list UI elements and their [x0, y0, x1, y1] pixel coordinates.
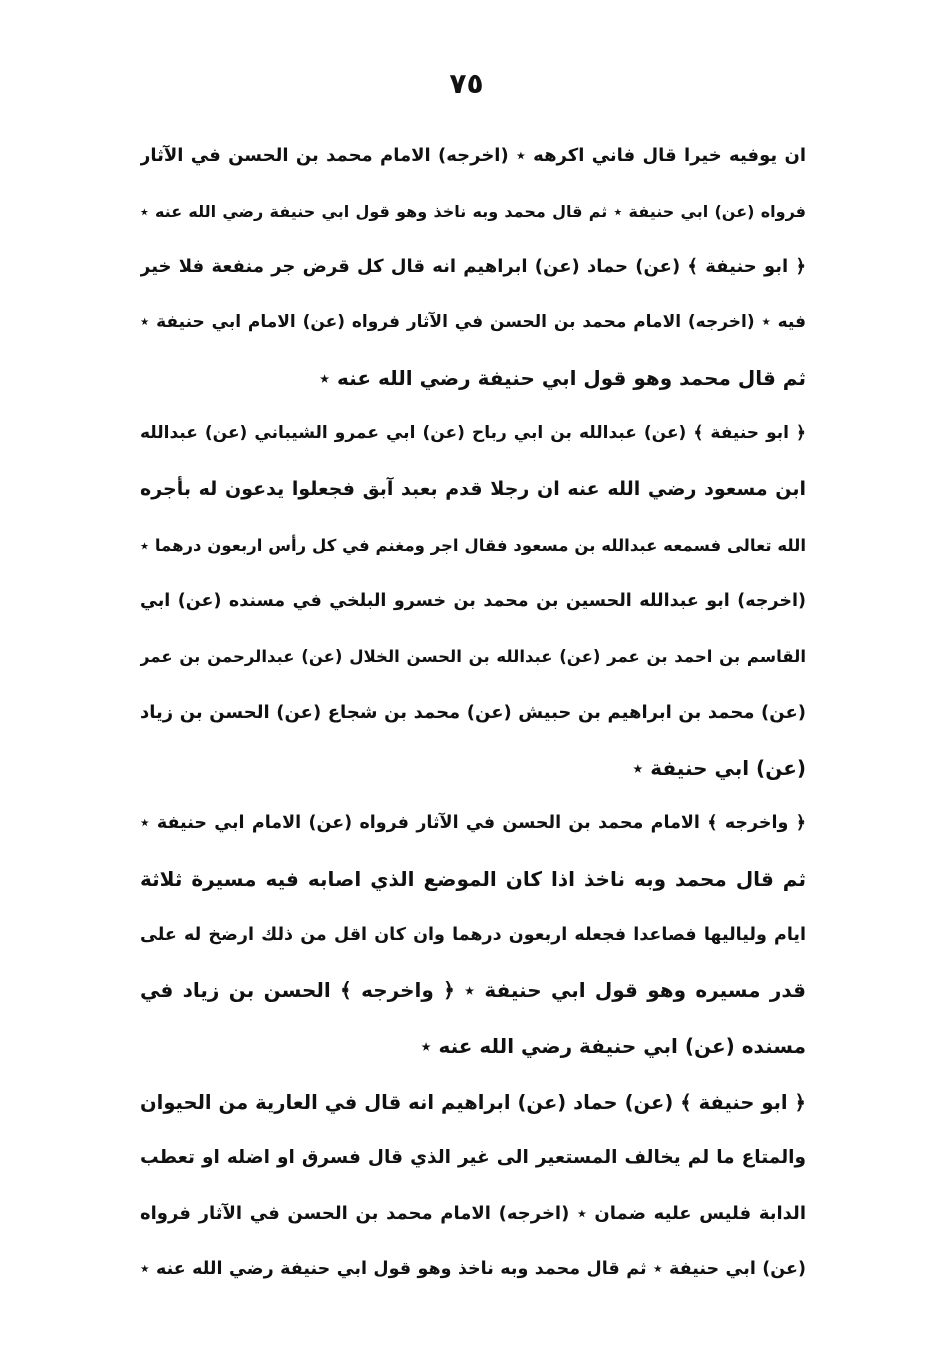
text-line: ان يوفيه خيرا قال فاني اكرهه ٭ (اخرجه) الامام محمد بن الحسن في الآثار [140, 145, 806, 166]
text-line: فرواه (عن) ابي حنيفة ٭ ثم قال محمد وبه ناخذ وهو قول ابي حنيفة رضي الله عنه ٭ [140, 201, 806, 221]
text-line: قدر مسيره وهو قول ابي حنيفة ٭ ﴿ واخرجه ﴾ الحسن بن زياد في [140, 978, 806, 1003]
text-line: فيه ٭ (اخرجه) الامام محمد بن الحسن في الآثار فرواه (عن) الامام ابي حنيفة ٭ [140, 312, 806, 333]
text-line: ثم قال محمد وبه ناخذ اذا كان الموضع الذي اصابه فيه مسيرة ثلاثة [140, 866, 806, 891]
text-line: والمتاع ما لم يخالف المستعير الى غير الذي قال فسرق او اضله او تعطب [140, 1147, 806, 1169]
body-text [140, 128, 806, 1297]
text-line: ﴿ واخرجه ﴾ الامام محمد بن الحسن في الآثار فرواه (عن) الامام ابي حنيفة ٭ [140, 813, 806, 834]
text-line: مسنده (عن) ابي حنيفة رضي الله عنه ٭ [420, 1034, 806, 1058]
text-line: ﴿ ابو حنيفة ﴾ (عن) حماد (عن) ابراهيم انه قال في العارية من الحيوان [140, 1090, 806, 1114]
text-line: الدابة فليس عليه ضمان ٭ (اخرجه) الامام محمد بن الحسن في الآثار فرواه [140, 1203, 806, 1225]
text-line: (عن) ابي حنيفة ٭ ثم قال محمد وبه ناخذ وهو قول ابي حنيفة رضي الله عنه ٭ [140, 1258, 806, 1279]
text-line: ﴿ ابو حنيفة ﴾ (عن) عبدالله بن ابي رباح (عن) ابي عمرو الشيباني (عن) عبدالله [140, 423, 806, 444]
text-line: (عن) ابي حنيفة ٭ [632, 755, 806, 780]
text-line: القاسم بن احمد بن عمر (عن) عبدالله بن الحسن الخلال (عن) عبدالرحمن بن عمر [140, 647, 806, 667]
text-line: ﴿ ابو حنيفة ﴾ (عن) حماد (عن) ابراهيم انه قال كل قرض جر منفعة فلا خير [140, 256, 806, 278]
text-line: (اخرجه) ابو عبدالله الحسين بن محمد بن خسرو البلخي في مسنده (عن) ابي [140, 590, 806, 611]
text-line: (عن) محمد بن ابراهيم بن حبيش (عن) محمد بن شجاع (عن) الحسن بن زياد [140, 701, 806, 723]
page-number: ٧٥ [449, 67, 484, 100]
text-line: ثم قال محمد وهو قول ابي حنيفة رضي الله عنه ٭ [319, 365, 806, 390]
text-line: ايام ولياليها فصاعدا فجعله اربعون درهما وان كان اقل من ذلك ارضخ له على [140, 924, 806, 945]
text-line: ابن مسعود رضي الله عنه ان رجلا قدم بعبد آبق فجعلوا يدعون له بأجره [140, 478, 806, 501]
text-line: الله تعالى فسمعه عبدالله بن مسعود فقال اجر ومغنم في كل رأس اربعون درهما ٭ [140, 535, 806, 555]
